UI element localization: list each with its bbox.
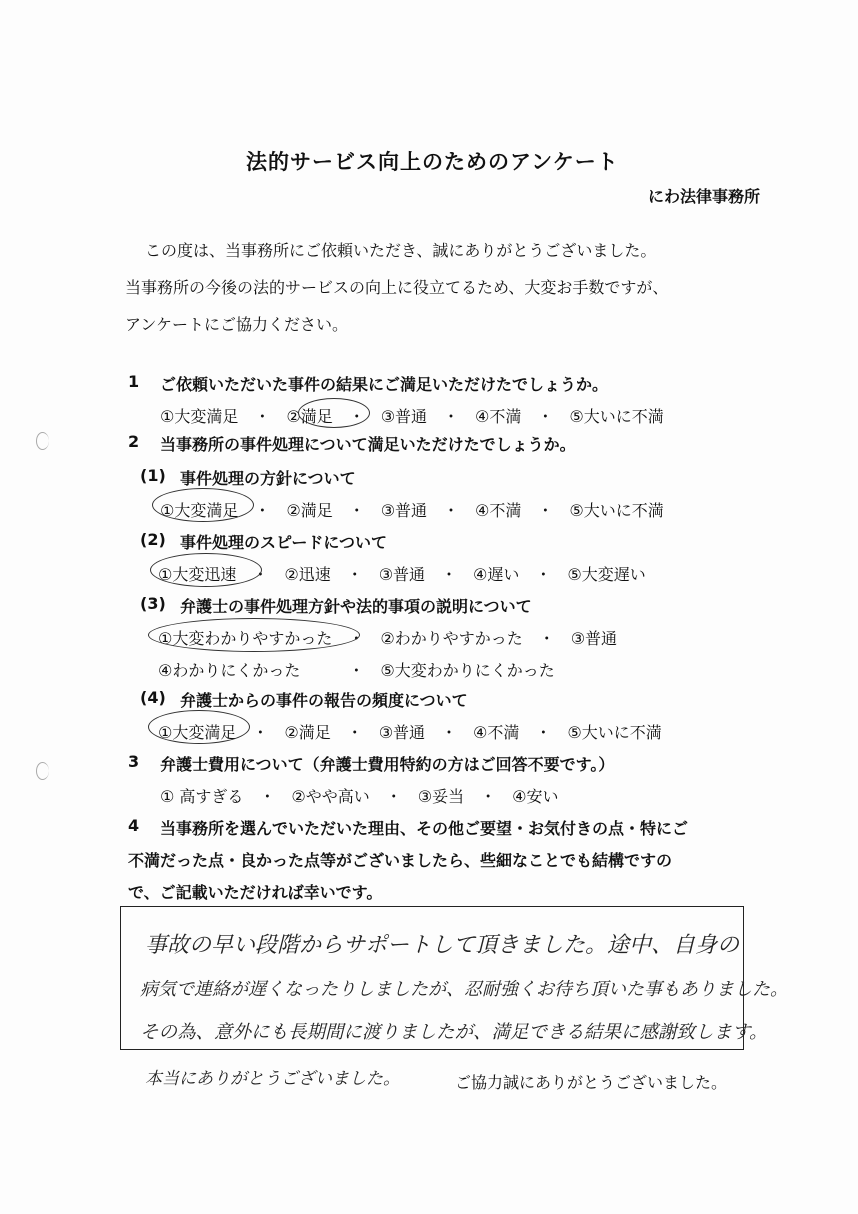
selected-circle [148,618,360,652]
sub-question: 弁護士からの事件の報告の頻度について [180,691,468,710]
sub-number: (3) [140,594,166,613]
q2-2-options: ①大変迅速 ・ ②迅速 ・ ③普通 ・ ④遅い ・ ⑤大変遅い [158,565,646,584]
sub-number: (1) [140,466,166,485]
handwritten-answer: 病気で連絡が遅くなったりしましたが、忍耐強くお待ち頂いた事もありました。 [140,979,788,1000]
q2-1-options: ①大変満足 ・ ②満足 ・ ③普通 ・ ④不満 ・ ⑤大いに不満 [160,501,664,520]
q1-options: ①大変満足 ・ ②満足 ・ ③普通 ・ ④不満 ・ ⑤大いに不満 [160,407,664,426]
page-title: 法的サービス向上のためのアンケート [246,150,619,174]
question-number: 3 [128,752,140,771]
selected-circle [148,710,250,744]
handwritten-answer: 事故の早い段階からサポートして頂きました。途中、自身の [145,933,740,958]
sub-question: 事件処理のスピードについて [180,533,388,552]
handwritten-answer: 本当にありがとうございました。 [145,1069,400,1089]
q2-4-options: ①大変満足 ・ ②満足 ・ ③普通 ・ ④不満 ・ ⑤大いに不満 [158,723,662,742]
selected-circle [152,488,254,522]
q3-options: ① 高すぎる ・ ②やや高い ・ ③妥当 ・ ④安い [160,787,559,806]
question-2: 当事務所の事件処理について満足いただけたでしょうか。 [160,435,576,454]
question-number: 4 [128,816,140,835]
question-number: 1 [128,372,140,391]
sub-question: 弁護士の事件処理方針や法的事項の説明について [180,597,532,616]
question-3: 弁護士費用について（弁護士費用特約の方はご回答不要です。） [160,755,615,774]
q2-3-options: ①大変わかりやすかった ・ ②わかりやすかった ・ ③普通 [158,629,618,648]
intro-line: 当事務所の今後の法的サービスの向上に役立てるため、大変お手数ですが、 [125,278,669,297]
question-1: ご依頼いただいた事件の結果にご満足いただけたでしょうか。 [160,375,609,394]
intro-line: アンケートにご協力ください。 [125,315,349,334]
question-4: 不満だった点・良かった点等がございましたら、些細なことでも結構ですの [128,851,673,870]
selected-circle [298,398,370,428]
intro-line: この度は、当事務所にご依頼いただき、誠にありがとうございました。 [145,241,657,260]
sub-number: (2) [140,530,166,549]
question-number: 2 [128,432,140,451]
firm-name: にわ法律事務所 [648,187,761,206]
closing-text: ご協力誠にありがとうございました。 [455,1073,728,1092]
selected-circle [150,553,262,587]
punch-hole [36,762,49,780]
question-4: 当事務所を選んでいただいた理由、その他ご要望・お気付きの点・特にご [160,819,689,838]
punch-hole [36,432,49,450]
q2-3-options: ④わかりにくかった ・ ⑤大変わかりにくかった [158,661,555,680]
question-4: で、ご記載いただければ幸いです。 [128,883,383,902]
sub-question: 事件処理の方針について [180,469,356,488]
handwritten-answer: その為、意外にも長期間に渡りましたが、満足できる結果に感謝致します。 [140,1022,768,1043]
sub-number: (4) [140,688,166,707]
